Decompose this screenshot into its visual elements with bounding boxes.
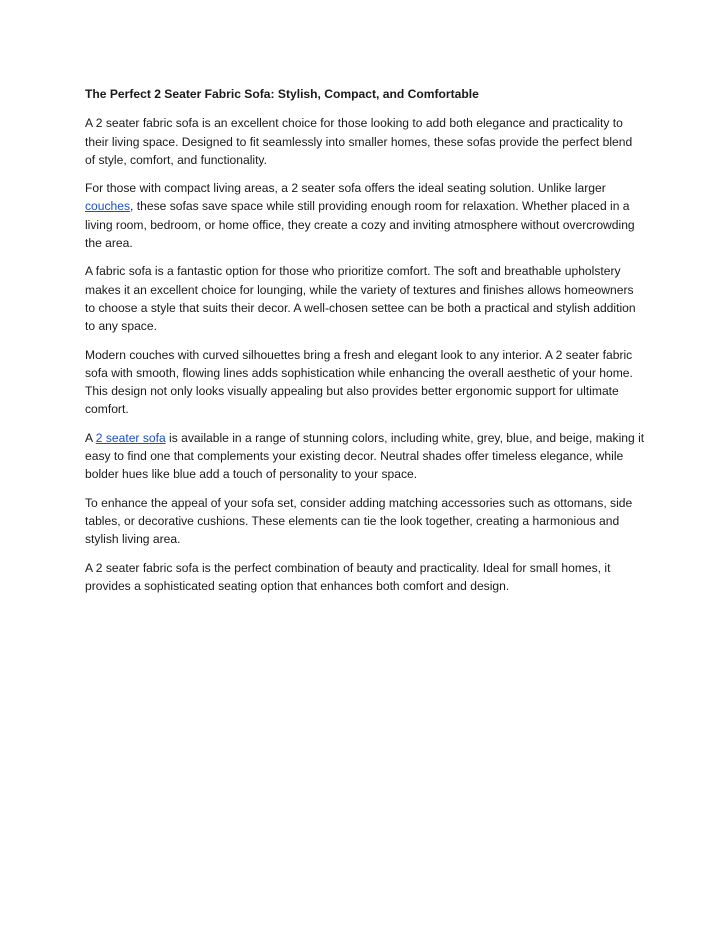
document-title: The Perfect 2 Seater Fabric Sofa: Stylish, Compact, and Comfortable	[85, 87, 479, 101]
paragraph-1: A 2 seater fabric sofa is an excellent choice for those looking to add both elegance and practicality to their living space. Designed to fit seamlessly into smaller homes, these sofas provide the perfect blend of style, comfort, and functionality.	[85, 116, 633, 167]
paragraph-2	[85, 179, 645, 252]
paragraph-6: To enhance the appeal of your sofa set, consider adding matching accessories such as ottomans, side tables, or decorative cushions. These elements can tie the look together, creating a harmonious and stylish living area.	[85, 495, 633, 547]
document-body	[85, 85, 645, 605]
paragraph-2-text-before: For those with compact living areas, a 2 seater sofa offers the ideal seating solution. Unlike larger	[85, 181, 606, 196]
paragraph-3: A fabric sofa is a fantastic option for those who prioritize comfort. The soft and breathable upholstery makes it an excellent choice for lounging, while the variety of textures and finishes allows homeowners to choose a style that suits their decor. A well-chosen settee can be both a practical and stylish addition to any space.	[85, 264, 636, 334]
paragraph-2-text-after: , these sofas save space while still providing enough room for relaxation. Whether placed in a living room, bedroom, or home office, they create a cozy and inviting atmosphere without overcrowding the area.	[85, 199, 635, 251]
paragraph-5-text-before: A	[85, 430, 96, 445]
2-seater-sofa-link[interactable]: 2 seater sofa	[95, 430, 166, 445]
couches-link[interactable]: couches	[85, 199, 131, 214]
paragraph-4: Modern couches with curved silhouettes bring a fresh and elegant look to any interior. A 2 seater fabric sofa with smooth, flowing lines adds sophistication while enhancing the overall aesthetic of your home. This design not only looks visually appealing but also provides better ergonomic support for ultimate comfort.	[85, 347, 633, 417]
paragraph-5-text-after: is available in a range of stunning colors, including white, grey, blue, and beige, making it easy to find one that complements your existing decor. Neutral shades offer timeless elegance, while bolder hues like blue add a touch of personality to your space.	[85, 430, 645, 482]
paragraph-5	[85, 429, 645, 484]
paragraph-7: A 2 seater fabric sofa is the perfect combination of beauty and practicality. Ideal for small homes, it provides a sophisticated seating option that enhances both comfort and design.	[85, 560, 611, 593]
